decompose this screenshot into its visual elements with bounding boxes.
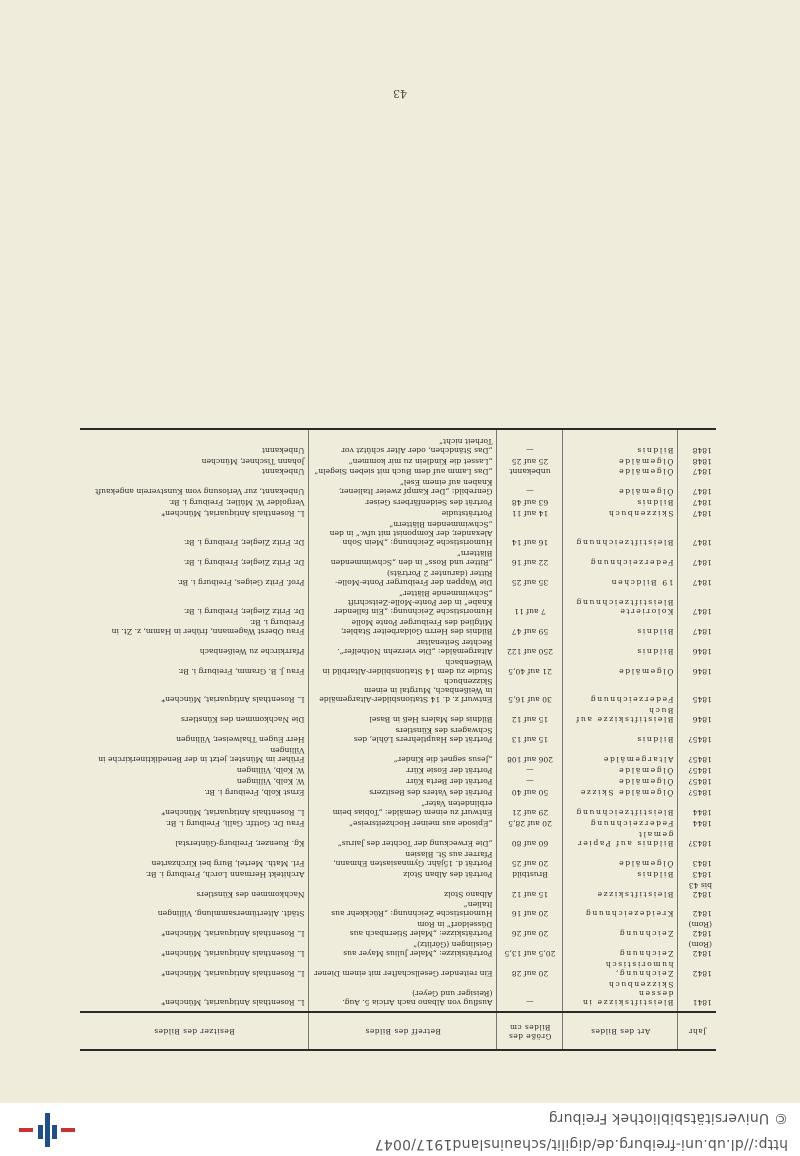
cell-betreff: Bildnis des Herrn Goldarbeiter Stabler, Mitglied des Freiburger Ponte Molle <box>309 616 497 636</box>
cell-betreff: Humoristische Zeichnung: „Ein fallender Knabe“ in der Ponte-Molle-Zeitschrift „Schwimmende Blätter“ <box>309 587 497 616</box>
cell-besitzer: Ernst Kolb, Freiburg i. Br. <box>204 787 305 797</box>
cell-size: 14 auf 11 <box>497 507 563 518</box>
cell-art: Federzeichnung <box>563 817 678 828</box>
cell-art: Ölgemälde Skizze <box>563 786 678 797</box>
cell-art: Zeichnung <box>563 918 678 938</box>
cell-year: 1845? <box>678 764 716 775</box>
cell-besitzer: L. Rosenthals Antiquariat, München* <box>161 695 305 705</box>
cell-besitzer: Herr Eugen Thalweiser, Villingen <box>176 735 305 745</box>
cell-size: 60 auf 80 <box>497 828 563 848</box>
cell-besitzer: W. Kolb, Villingen <box>236 777 305 787</box>
cell-besitzer: Dr. Fritz Ziegler, Freiburg i. Br. <box>183 606 305 616</box>
cell-besitzer: Nachkommen des Künstlers <box>196 889 305 899</box>
cell-betreff: Porträt des Seidenfärbers Geiser <box>309 496 497 507</box>
table-row <box>80 567 716 587</box>
cell-size: 59 auf 47 <box>497 616 563 636</box>
cell-besitzer: Früher im Münster, jetzt in der Benediktinerkirche in Villingen <box>98 746 305 765</box>
cell-size: — <box>497 430 563 455</box>
cell-size: 21 auf 40,5 <box>497 656 563 676</box>
cell-art: Bleistiftzeichnung <box>563 518 678 547</box>
cell-size: 15 auf 13 <box>497 724 563 744</box>
cell-year: 1845? <box>678 724 716 744</box>
cell-besitzer: Vergolder W. Müller, Freiburg i. Br. <box>168 498 305 508</box>
header-betreff: Betreff des Bildes <box>309 1012 497 1050</box>
cell-year: 1847 <box>678 507 716 518</box>
cell-art: Ölgemälde <box>563 848 678 868</box>
table-row <box>80 587 716 616</box>
cell-betreff: Porträt des Alban Stolz <box>309 868 497 879</box>
cell-size: — <box>497 978 563 1012</box>
table-row <box>80 547 716 567</box>
table-row <box>80 616 716 636</box>
cell-besitzer: Frau J. B. Gramm, Freiburg i. Br. <box>178 666 305 676</box>
cell-betreff: Porträt des Vaters des Besitzers <box>309 786 497 797</box>
cell-year: 1845? <box>678 786 716 797</box>
cell-art: Bleistiftskizze in dessen Skizzenbuch <box>563 978 678 1012</box>
cell-size: 20 auf 25 <box>497 848 563 868</box>
cell-size: 35 auf 25 <box>497 567 563 587</box>
cell-year: 1848 <box>678 455 716 466</box>
cell-besitzer: Städt. Altertümersammlung, Villingen <box>157 909 305 919</box>
cell-betreff: „Das Lamm auf dem Buch mit sieben Siegeln“ <box>309 466 497 477</box>
cell-betreff: Humoristische Zeichnung: „Rückkehr aus Italien“ <box>309 899 497 919</box>
library-credit: © Universitätsbibliothek Freiburg <box>548 1110 788 1126</box>
cell-year: 1847 <box>678 496 716 507</box>
cell-size: 63 auf 48 <box>497 496 563 507</box>
cell-besitzer: L. Rosenthals Antiquariat, München* <box>161 969 305 979</box>
cell-year: 1844 <box>678 817 716 828</box>
cell-art: Bleistiftskizze <box>563 879 678 899</box>
table-row <box>80 797 716 817</box>
table-row <box>80 775 716 786</box>
cell-year: 1846 <box>678 704 716 724</box>
university-logo-icon <box>19 1111 75 1149</box>
table-row <box>80 724 716 744</box>
cell-year: 1846 <box>678 636 716 656</box>
cell-besitzer: Architekt Hermann Lorch, Freiburg i. Br. <box>145 869 305 879</box>
cell-size: 206 auf 108 <box>497 744 563 764</box>
cell-art: Ölgemälde <box>563 775 678 786</box>
cell-size: 20 auf 28 <box>497 958 563 978</box>
cell-betreff: Porträt der Berta Kürr <box>309 775 497 786</box>
catalog-table <box>80 430 716 1051</box>
cell-art: Federzeichnung <box>563 547 678 567</box>
cell-year: 1847 <box>678 466 716 477</box>
cell-besitzer: W. Kolb, Villingen <box>236 766 305 776</box>
cell-art: Altargemälde <box>563 744 678 764</box>
cell-size: 15 auf 12 <box>497 704 563 724</box>
cell-betreff: Humoristische Zeichnung: „Mein Sohn Alexander, der Komponist mit ufw.“ in den „Schwimmenden Blättern“ <box>309 518 497 547</box>
cell-size: 250 auf 122 <box>497 636 563 656</box>
table-row <box>80 496 716 507</box>
cell-size: 7 auf 11 <box>497 587 563 616</box>
cell-betreff: Bildnis des Malers Heß in Basel <box>309 704 497 724</box>
cell-art: Kreidezeichnung <box>563 899 678 919</box>
header-besitzer: Besitzer des Bildes <box>80 1012 309 1050</box>
cell-betreff: „Jesus segnet die Kinder“ <box>309 744 497 764</box>
cell-year: 1848 <box>678 430 716 455</box>
cell-year: 1847 <box>678 476 716 496</box>
cell-betreff: Entwurf zu einem Gemälde: „Tobias beim erblindeten Vater“ <box>309 797 497 817</box>
table-row <box>80 879 716 899</box>
cell-besitzer: Frau Oberst Wagemann, früher in Hamm, z. Zt. in Freiburg i. Br. <box>111 617 305 636</box>
cell-besitzer: Prof. Fritz Geiges, Freiburg i. Br. <box>177 577 305 587</box>
cell-year: 1846 <box>678 656 716 676</box>
cell-size: 30 auf 16,5 <box>497 676 563 705</box>
table-row <box>80 466 716 477</box>
cell-besitzer: Kg. Ruenzer, Freiburg-Günterstal <box>175 838 305 848</box>
cell-art: Bildnis <box>563 724 678 744</box>
header-size: Größe des Bildes cm <box>497 1012 563 1050</box>
cell-besitzer: Johann Tischner, München <box>201 456 305 466</box>
cell-besitzer: Pfarrkirche zu Weißenbach <box>199 646 305 656</box>
cell-art: Kolorierte Bleistiftzeichnung <box>563 587 678 616</box>
table-row <box>80 817 716 828</box>
cell-betreff: Genrebild: „Der Kampf zweier Italiener, Knaben auf einem Esel“ <box>309 476 497 496</box>
cell-size: unbekannt <box>497 466 563 477</box>
table-row <box>80 978 716 1012</box>
cell-year: 1842 (Rom) <box>678 938 716 958</box>
cell-betreff: Die Wappen der Freiburger Ponte-Molle-Ritter (darunter 2 Porträts) <box>309 567 497 587</box>
cell-size: 16 auf 14 <box>497 518 563 547</box>
table-row <box>80 656 716 676</box>
cell-betreff: Porträt des Hauptlehrers Löhle, des Schwagers des Künstlers <box>309 724 497 744</box>
cell-betreff: „Die Erweckung der Tochter des Jairus“ <box>309 828 497 848</box>
cell-art: Federzeichnung <box>563 676 678 705</box>
cell-art: Bildnis <box>563 616 678 636</box>
table-row <box>80 918 716 938</box>
cell-size: 20 auf 26 <box>497 918 563 938</box>
cell-besitzer: Frl. Math. Mertel, Burg bei Kirchzarten <box>151 858 305 868</box>
cell-year: 1845? <box>678 775 716 786</box>
cell-size: 50 auf 40 <box>497 786 563 797</box>
table-row <box>80 938 716 958</box>
cell-year: 1842 <box>678 958 716 978</box>
cell-year: 1842 (Rom) <box>678 918 716 938</box>
cell-besitzer: Unbekannt, zur Verlosung vom Kunstverein angekauft <box>95 487 305 497</box>
cell-size: 15 auf 12 <box>497 879 563 899</box>
cell-year: 1843? <box>678 828 716 848</box>
table-row <box>80 704 716 724</box>
cell-size: 25 auf 25 <box>497 455 563 466</box>
cell-year: 1842 <box>678 899 716 919</box>
cell-year: 1845 <box>678 676 716 705</box>
cell-betreff: „Episode aus meiner Hochzeitsreise“ <box>309 817 497 828</box>
table-row <box>80 676 716 705</box>
table-row <box>80 828 716 848</box>
cell-besitzer: Unbekannt <box>261 467 305 477</box>
table-row <box>80 786 716 797</box>
cell-betreff: Porträt d. 15jähr. Gymnasiasten Ehmann, Pfarrer aus St. Blasien <box>309 848 497 868</box>
cell-year: 1847 <box>678 616 716 636</box>
cell-art: Ölgemälde <box>563 476 678 496</box>
cell-art: Skizzenbuch <box>563 507 678 518</box>
cell-size: 20,5 auf 13,5 <box>497 938 563 958</box>
cell-art: Ölgemälde <box>563 466 678 477</box>
cell-art: Ölgemälde <box>563 656 678 676</box>
cell-year: 1845? <box>678 744 716 764</box>
cell-art: Bleistiftskizze auf Buch <box>563 704 678 724</box>
cell-besitzer: L. Rosenthals Antiquariat, München* <box>161 929 305 939</box>
cell-besitzer: Die Nachkommen des Künstlers <box>181 715 305 725</box>
cell-art: Bildnis <box>563 496 678 507</box>
cell-art: Ölgemälde <box>563 455 678 466</box>
cell-betreff: Ein reitender Gesellschafter mit einem Diener <box>309 958 497 978</box>
catalog-rows <box>80 430 716 1012</box>
cell-art: Bildnis <box>563 868 678 879</box>
table-row <box>80 958 716 978</box>
table-row <box>80 744 716 764</box>
cell-art: Bildnis auf Papier gemalt <box>563 828 678 848</box>
library-banner <box>0 1102 800 1156</box>
cell-betreff: Albano Stolz <box>309 879 497 899</box>
cell-art: 19 Bildchen <box>563 567 678 587</box>
cell-art: Ölgemälde <box>563 764 678 775</box>
cell-year: 1847 <box>678 547 716 567</box>
cell-betreff: Porträtskizze: „Maler Julius Mayer aus Geislingen (Görlitz)“ <box>309 938 497 958</box>
cell-size: 22 auf 16 <box>497 547 563 567</box>
cell-besitzer: L. Rosenthals Antiquariat, München* <box>161 949 305 959</box>
table-row <box>80 868 716 879</box>
table-row <box>80 848 716 868</box>
table-row <box>80 764 716 775</box>
cell-year: 1841 <box>678 978 716 1012</box>
cell-year: 1843 <box>678 868 716 879</box>
cell-size: — <box>497 476 563 496</box>
cell-betreff: Altargemälde: „Die vierzehn Nothelfer“. Rechter Seitenaltar <box>309 636 497 656</box>
cell-betreff: Studie zu dem 14 Stationsbilder-Altarbild in Weißenbach <box>309 656 497 676</box>
table-row <box>80 476 716 496</box>
document-url[interactable]: http://dl.ub.uni-freiburg.de/digilit/schauinsland1917/0047 <box>374 1136 788 1152</box>
cell-besitzer: L. Rosenthals Antiquariat, München* <box>161 998 305 1007</box>
cell-besitzer: Frau Dr. Gottfr. Galli, Freiburg i. Br. <box>165 818 305 828</box>
header-year: Jahr <box>678 1012 716 1050</box>
table-row <box>80 636 716 656</box>
cell-betreff: „Das Ständchen, oder Alter schützt vor Torheit nicht“ <box>309 430 497 455</box>
cell-size: — <box>497 764 563 775</box>
table-row <box>80 518 716 547</box>
table-row <box>80 455 716 466</box>
table-header-row <box>80 1012 716 1050</box>
cell-year: 1844 <box>678 797 716 817</box>
cell-betreff: Porträtskizze: „Maler Stiernbach aus Düsseldorf“ in Rom <box>309 918 497 938</box>
cell-betreff: Entwurf z. d. 14 Stationsbilder-Altargemälde in Weißenbach, Murgtal in einem Skizzenbuch <box>309 676 497 705</box>
cell-besitzer: Dr. Fritz Ziegler, Freiburg i. Br. <box>183 538 305 548</box>
header-art: Art des Bildes <box>563 1012 678 1050</box>
cell-year: 1847 <box>678 567 716 587</box>
cell-size: 20 auf 28,5 <box>497 817 563 828</box>
table-row <box>80 899 716 919</box>
cell-besitzer: Dr. Fritz Ziegler, Freiburg i. Br. <box>183 558 305 568</box>
cell-size: 20 auf 16 <box>497 899 563 919</box>
cell-size: — <box>497 775 563 786</box>
cell-betreff: Ausflug von Albano nach Aricia 5. Aug. (Reisiger und Geyer) <box>309 978 497 1012</box>
cell-besitzer: L. Rosenthals Antiquariat, München* <box>161 807 305 817</box>
cell-year: 1842 bis 43 <box>678 879 716 899</box>
bottom-rule <box>80 428 716 430</box>
cell-size: 29 auf 21 <box>497 797 563 817</box>
page-number: 43 <box>393 87 407 100</box>
cell-art: Bildnis <box>563 636 678 656</box>
cell-betreff: Porträtstudie <box>309 507 497 518</box>
cell-art: Bildnis <box>563 430 678 455</box>
cell-size: Brustbild <box>497 868 563 879</box>
cell-besitzer: Unbekannt <box>261 445 305 455</box>
cell-betreff: Porträt der Eosie Kürr <box>309 764 497 775</box>
cell-art: Bleistiftzeichnung <box>563 797 678 817</box>
cell-year: 1843 <box>678 848 716 868</box>
cell-year: 1847 <box>678 518 716 547</box>
table-row <box>80 430 716 455</box>
cell-betreff: „Ritter und Ross“ in den „Schwimmenden Blättern“ <box>309 547 497 567</box>
cell-year: 1847 <box>678 587 716 616</box>
cell-besitzer: L. Rosenthals Antiquariat, München* <box>161 509 305 519</box>
table-row <box>80 507 716 518</box>
cell-art: Zeichnung, humoristisch <box>563 958 678 978</box>
cell-art: Zeichnung <box>563 938 678 958</box>
cell-betreff: „Lasset die Kindlein zu mir kommen“ <box>309 455 497 466</box>
